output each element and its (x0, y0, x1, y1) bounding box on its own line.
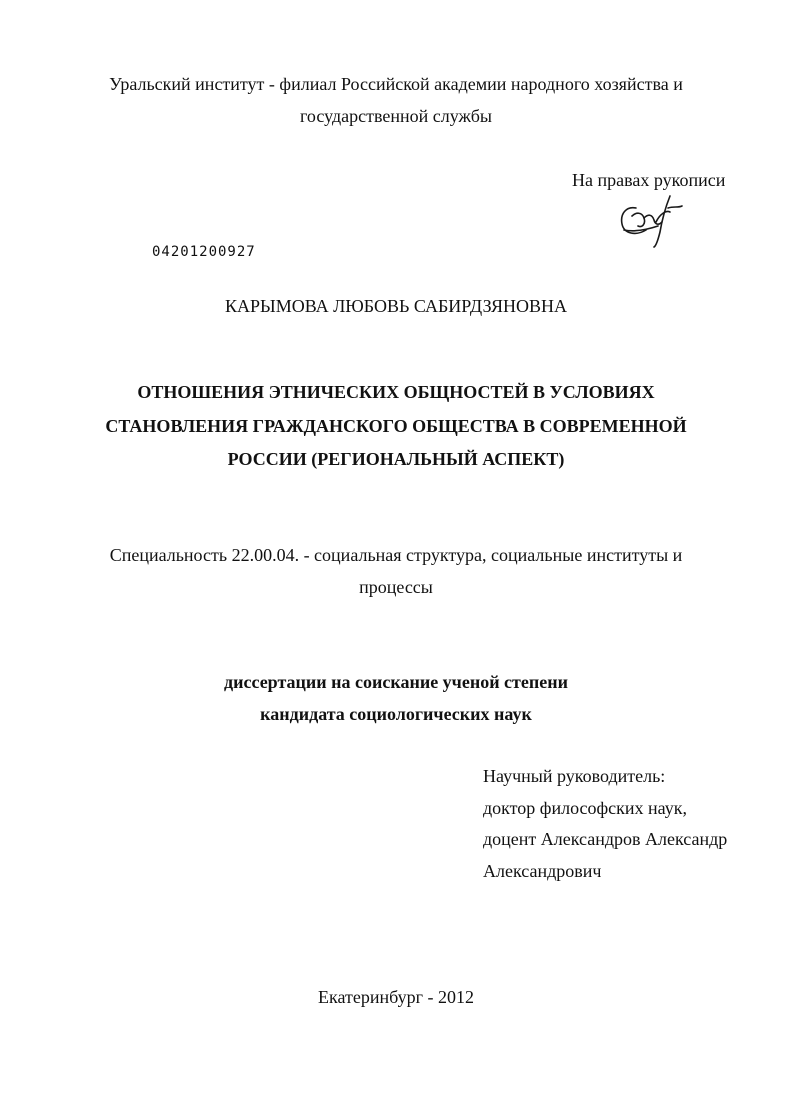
specialty-line-1: Специальность 22.00.04. - социальная структура, социальные институты и (109, 545, 683, 565)
title-line-1: ОТНОШЕНИЯ ЭТНИЧЕСКИХ ОБЩНОСТЕЙ В УСЛОВИЯХ (137, 382, 655, 402)
institution-line-2: государственной службы (300, 106, 492, 126)
institution-line-1: Уральский институт - филиал Российской академии народного хозяйства и (109, 74, 683, 94)
city-year: Екатеринбург - 2012 (318, 987, 474, 1007)
supervisor-patronymic: Александрович (483, 861, 602, 881)
supervisor-degree: доктор философских наук, (483, 798, 687, 818)
title-line-2: СТАНОВЛЕНИЯ ГРАЖДАНСКОГО ОБЩЕСТВА В СОВРЕМЕННОЙ (105, 416, 687, 436)
author-name: КАРЫМОВА ЛЮБОВЬ САБИРДЗЯНОВНА (224, 296, 568, 316)
degree-line-2: кандидата социологических наук (260, 704, 532, 724)
supervisor-name: доцент Александров Александр (483, 829, 728, 849)
specialty-line-2: процессы (359, 577, 433, 597)
degree-line-1: диссертации на соискание ученой степени (224, 672, 568, 692)
manuscript-note: На правах рукописи (572, 170, 726, 190)
supervisor-label: Научный руководитель: (483, 766, 666, 786)
catalog-number: 04201200927 (152, 244, 256, 260)
signature-icon (612, 186, 686, 248)
title-line-3: РОССИИ (РЕГИОНАЛЬНЫЙ АСПЕКТ) (227, 449, 565, 469)
